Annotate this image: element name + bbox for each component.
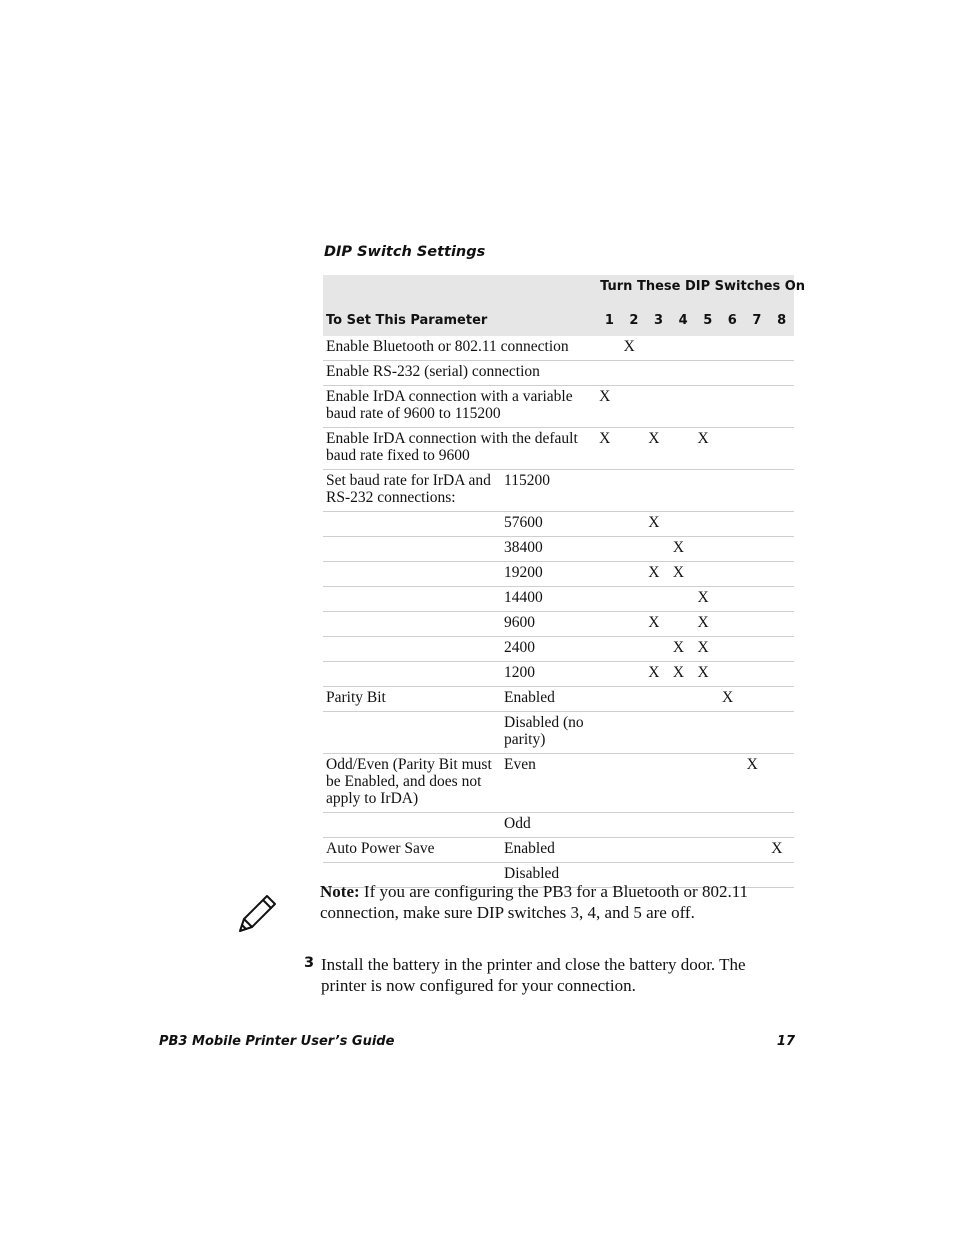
switch-mark-cell (720, 470, 745, 512)
value-cell: 115200 (501, 470, 597, 512)
switch-mark-cell (671, 612, 696, 637)
switch-mark-cell (769, 754, 794, 813)
switch-mark-cell (597, 637, 622, 662)
pencil-icon (236, 892, 278, 934)
switch-mark-cell (769, 428, 794, 470)
switch-mark-cell (597, 537, 622, 562)
switch-mark-cell (597, 754, 622, 813)
switch-mark-cell (769, 587, 794, 612)
step-text: Install the battery in the printer and close the battery door. The printer is now configured for your connection. (321, 955, 746, 995)
switch-mark-cell (597, 470, 622, 512)
switch-mark-cell (622, 512, 647, 537)
table-row (323, 813, 794, 838)
switch-mark-cell (622, 754, 647, 813)
switch-mark-cell: X (646, 428, 671, 470)
value-cell: 57600 (501, 512, 597, 537)
parameter-cell: Parity Bit (323, 687, 501, 712)
switch-mark-cell: X (769, 838, 794, 863)
switch-mark-cell (695, 562, 720, 587)
table-row (323, 512, 794, 537)
switch-mark-cell (671, 428, 696, 470)
switch-mark-cell (720, 662, 745, 687)
value-cell: 19200 (501, 562, 597, 587)
switch-mark-cell (695, 838, 720, 863)
switch-mark-cell (622, 687, 647, 712)
switch-mark-cell (597, 612, 622, 637)
switch-mark-cell (769, 813, 794, 838)
switches-group-header: Turn These DIP Switches On (597, 275, 794, 307)
table-title: DIP Switch Settings (324, 244, 486, 260)
switch-mark-cell (769, 662, 794, 687)
switch-mark-cell (646, 712, 671, 754)
table-row (323, 612, 794, 637)
switch-mark-cell (671, 470, 696, 512)
table-row (323, 587, 794, 612)
switch-mark-cell (597, 712, 622, 754)
switch-mark-cell (646, 754, 671, 813)
switch-mark-cell (597, 813, 622, 838)
parameter-cell (323, 813, 501, 838)
parameter-cell (323, 612, 501, 637)
value-cell: Disabled (501, 863, 597, 888)
switch-mark-cell (597, 562, 622, 587)
switch-mark-cell: X (695, 612, 720, 637)
switch-mark-cell: X (646, 612, 671, 637)
switch-mark-cell (646, 386, 671, 428)
switch-mark-cell (769, 512, 794, 537)
param-column-header: To Set This Parameter (323, 307, 597, 336)
switch-mark-cell (745, 470, 770, 512)
switch-mark-cell: X (695, 587, 720, 612)
switch-mark-cell (769, 386, 794, 428)
table-row (323, 838, 794, 863)
parameter-cell (323, 562, 501, 587)
switch-mark-cell (646, 687, 671, 712)
switch-mark-cell (695, 687, 720, 712)
switch-mark-cell (720, 361, 745, 386)
table-row (323, 537, 794, 562)
parameter-cell (323, 537, 501, 562)
switch-mark-cell (622, 562, 647, 587)
switch-mark-cell (720, 754, 745, 813)
switch-mark-cell (695, 470, 720, 512)
switch-mark-cell (646, 336, 671, 361)
switch-mark-cell (720, 712, 745, 754)
switch-mark-cell: X (671, 562, 696, 587)
switch-mark-cell (671, 386, 696, 428)
switch-mark-cell: X (646, 562, 671, 587)
switch-mark-cell: X (597, 428, 622, 470)
table-row (323, 712, 794, 754)
value-cell: Enabled (501, 838, 597, 863)
header-spacer (323, 275, 597, 307)
switch-mark-cell: X (622, 336, 647, 361)
switch-mark-cell (720, 813, 745, 838)
switch-mark-cell (745, 512, 770, 537)
switch-mark-cell (769, 712, 794, 754)
step-number: 3 (304, 955, 315, 971)
dip-switch-table (323, 275, 806, 888)
switch-number-header: 8 (769, 307, 794, 336)
parameter-cell: Enable Bluetooth or 802.11 connection (323, 336, 597, 361)
switch-mark-cell: X (695, 662, 720, 687)
switch-mark-cell (671, 361, 696, 386)
switch-mark-cell (597, 587, 622, 612)
parameter-cell (323, 662, 501, 687)
switch-mark-cell (671, 813, 696, 838)
parameter-cell (323, 712, 501, 754)
value-cell: Odd (501, 813, 597, 838)
switch-mark-cell: X (646, 662, 671, 687)
switch-mark-cell (695, 754, 720, 813)
switch-mark-cell: X (695, 428, 720, 470)
switch-mark-cell (671, 838, 696, 863)
switch-mark-cell (671, 336, 696, 361)
table-row (323, 470, 794, 512)
switch-mark-cell (597, 687, 622, 712)
switch-mark-cell (745, 336, 770, 361)
switch-number-header: 1 (597, 307, 622, 336)
value-cell: 9600 (501, 612, 597, 637)
switch-mark-cell (769, 361, 794, 386)
switch-mark-cell: X (671, 662, 696, 687)
switch-mark-cell (745, 562, 770, 587)
switch-mark-cell: X (646, 512, 671, 537)
switch-mark-cell (769, 470, 794, 512)
page-number: 17 (776, 1034, 795, 1049)
switch-mark-cell (769, 537, 794, 562)
switch-mark-cell (720, 386, 745, 428)
switch-mark-cell (622, 838, 647, 863)
switch-mark-cell (695, 336, 720, 361)
switch-mark-cell (671, 512, 696, 537)
table-row (323, 562, 794, 587)
footer-title: PB3 Mobile Printer User’s Guide (159, 1034, 395, 1049)
value-cell: Enabled (501, 687, 597, 712)
switch-mark-cell: X (695, 637, 720, 662)
switch-mark-cell (622, 361, 647, 386)
switch-mark-cell (646, 537, 671, 562)
switch-mark-cell (622, 386, 647, 428)
switch-mark-cell (695, 537, 720, 562)
switch-mark-cell (769, 562, 794, 587)
parameter-cell: Auto Power Save (323, 838, 501, 863)
parameter-cell (323, 512, 501, 537)
table-row (323, 386, 794, 428)
switch-mark-cell (597, 361, 622, 386)
switch-mark-cell (769, 637, 794, 662)
table-row (323, 662, 794, 687)
switch-mark-cell (646, 637, 671, 662)
table-row (323, 754, 794, 813)
switch-mark-cell (646, 813, 671, 838)
table-row (323, 637, 794, 662)
switch-mark-cell (769, 687, 794, 712)
note-body: If you are configuring the PB3 for a Bluetooth or 802.11 connection, make sure DIP switches 3, 4, and 5 are off. (320, 882, 749, 922)
switch-mark-cell (597, 336, 622, 361)
switch-mark-cell (695, 512, 720, 537)
switch-mark-cell (720, 637, 745, 662)
parameter-cell (323, 587, 501, 612)
switch-mark-cell (597, 838, 622, 863)
switch-mark-cell (720, 512, 745, 537)
switch-mark-cell (745, 361, 770, 386)
switch-mark-cell (646, 587, 671, 612)
note-label: Note: (320, 882, 360, 901)
parameter-cell: Enable IrDA connection with the default baud rate fixed to 9600 (323, 428, 597, 470)
table-row (323, 361, 794, 386)
switch-mark-cell (695, 712, 720, 754)
switch-mark-cell (597, 662, 622, 687)
switch-number-header: 5 (695, 307, 720, 336)
table-row (323, 428, 794, 470)
switch-mark-cell (622, 813, 647, 838)
switch-mark-cell: X (720, 687, 745, 712)
switch-mark-cell (622, 537, 647, 562)
switch-number-header: 7 (745, 307, 770, 336)
switch-mark-cell (622, 612, 647, 637)
value-cell: Disabled (no parity) (501, 712, 597, 754)
value-cell: 1200 (501, 662, 597, 687)
switch-mark-cell: X (745, 754, 770, 813)
switch-mark-cell (646, 838, 671, 863)
value-cell: Even (501, 754, 597, 813)
switch-mark-cell (720, 537, 745, 562)
switch-mark-cell (671, 754, 696, 813)
switch-number-header: 3 (646, 307, 671, 336)
switch-mark-cell (622, 470, 647, 512)
switch-mark-cell (745, 587, 770, 612)
switch-mark-cell (622, 662, 647, 687)
parameter-cell: Enable IrDA connection with a variable baud rate of 9600 to 115200 (323, 386, 597, 428)
parameter-cell: Enable RS-232 (serial) connection (323, 361, 597, 386)
table-row (323, 687, 794, 712)
switch-mark-cell (745, 612, 770, 637)
switch-mark-cell (622, 637, 647, 662)
switch-mark-cell (745, 637, 770, 662)
parameter-cell: Set baud rate for IrDA and RS-232 connections: (323, 470, 501, 512)
note (320, 881, 790, 923)
switch-mark-cell (720, 838, 745, 863)
switch-mark-cell (720, 587, 745, 612)
switch-mark-cell (745, 428, 770, 470)
parameter-cell (323, 637, 501, 662)
value-cell: 2400 (501, 637, 597, 662)
switch-mark-cell (720, 562, 745, 587)
switch-mark-cell (720, 612, 745, 637)
switch-number-header: 2 (622, 307, 647, 336)
table-row (323, 336, 794, 361)
switch-mark-cell: X (671, 637, 696, 662)
switch-mark-cell (745, 687, 770, 712)
switch-mark-cell: X (597, 386, 622, 428)
switch-mark-cell: X (671, 537, 696, 562)
switch-mark-cell (671, 587, 696, 612)
parameter-cell: Odd/Even (Parity Bit must be Enabled, and does not apply to IrDA) (323, 754, 501, 813)
switch-mark-cell (745, 838, 770, 863)
switch-mark-cell (720, 336, 745, 361)
switch-mark-cell (745, 813, 770, 838)
switch-mark-cell (769, 336, 794, 361)
switch-mark-cell (695, 813, 720, 838)
switch-mark-cell (695, 386, 720, 428)
switch-mark-cell (671, 687, 696, 712)
switch-mark-cell (720, 428, 745, 470)
switch-number-header: 6 (720, 307, 745, 336)
value-cell: 38400 (501, 537, 597, 562)
switch-mark-cell (622, 712, 647, 754)
switch-mark-cell (646, 470, 671, 512)
switch-mark-cell (622, 587, 647, 612)
switch-mark-cell (695, 361, 720, 386)
value-cell: 14400 (501, 587, 597, 612)
switch-mark-cell (597, 512, 622, 537)
switch-number-header: 4 (671, 307, 696, 336)
switch-mark-cell (745, 662, 770, 687)
switch-mark-cell (671, 712, 696, 754)
switch-mark-cell (745, 537, 770, 562)
switch-mark-cell (646, 361, 671, 386)
switch-mark-cell (769, 612, 794, 637)
switch-mark-cell (745, 712, 770, 754)
switch-mark-cell (622, 428, 647, 470)
switch-mark-cell (745, 386, 770, 428)
